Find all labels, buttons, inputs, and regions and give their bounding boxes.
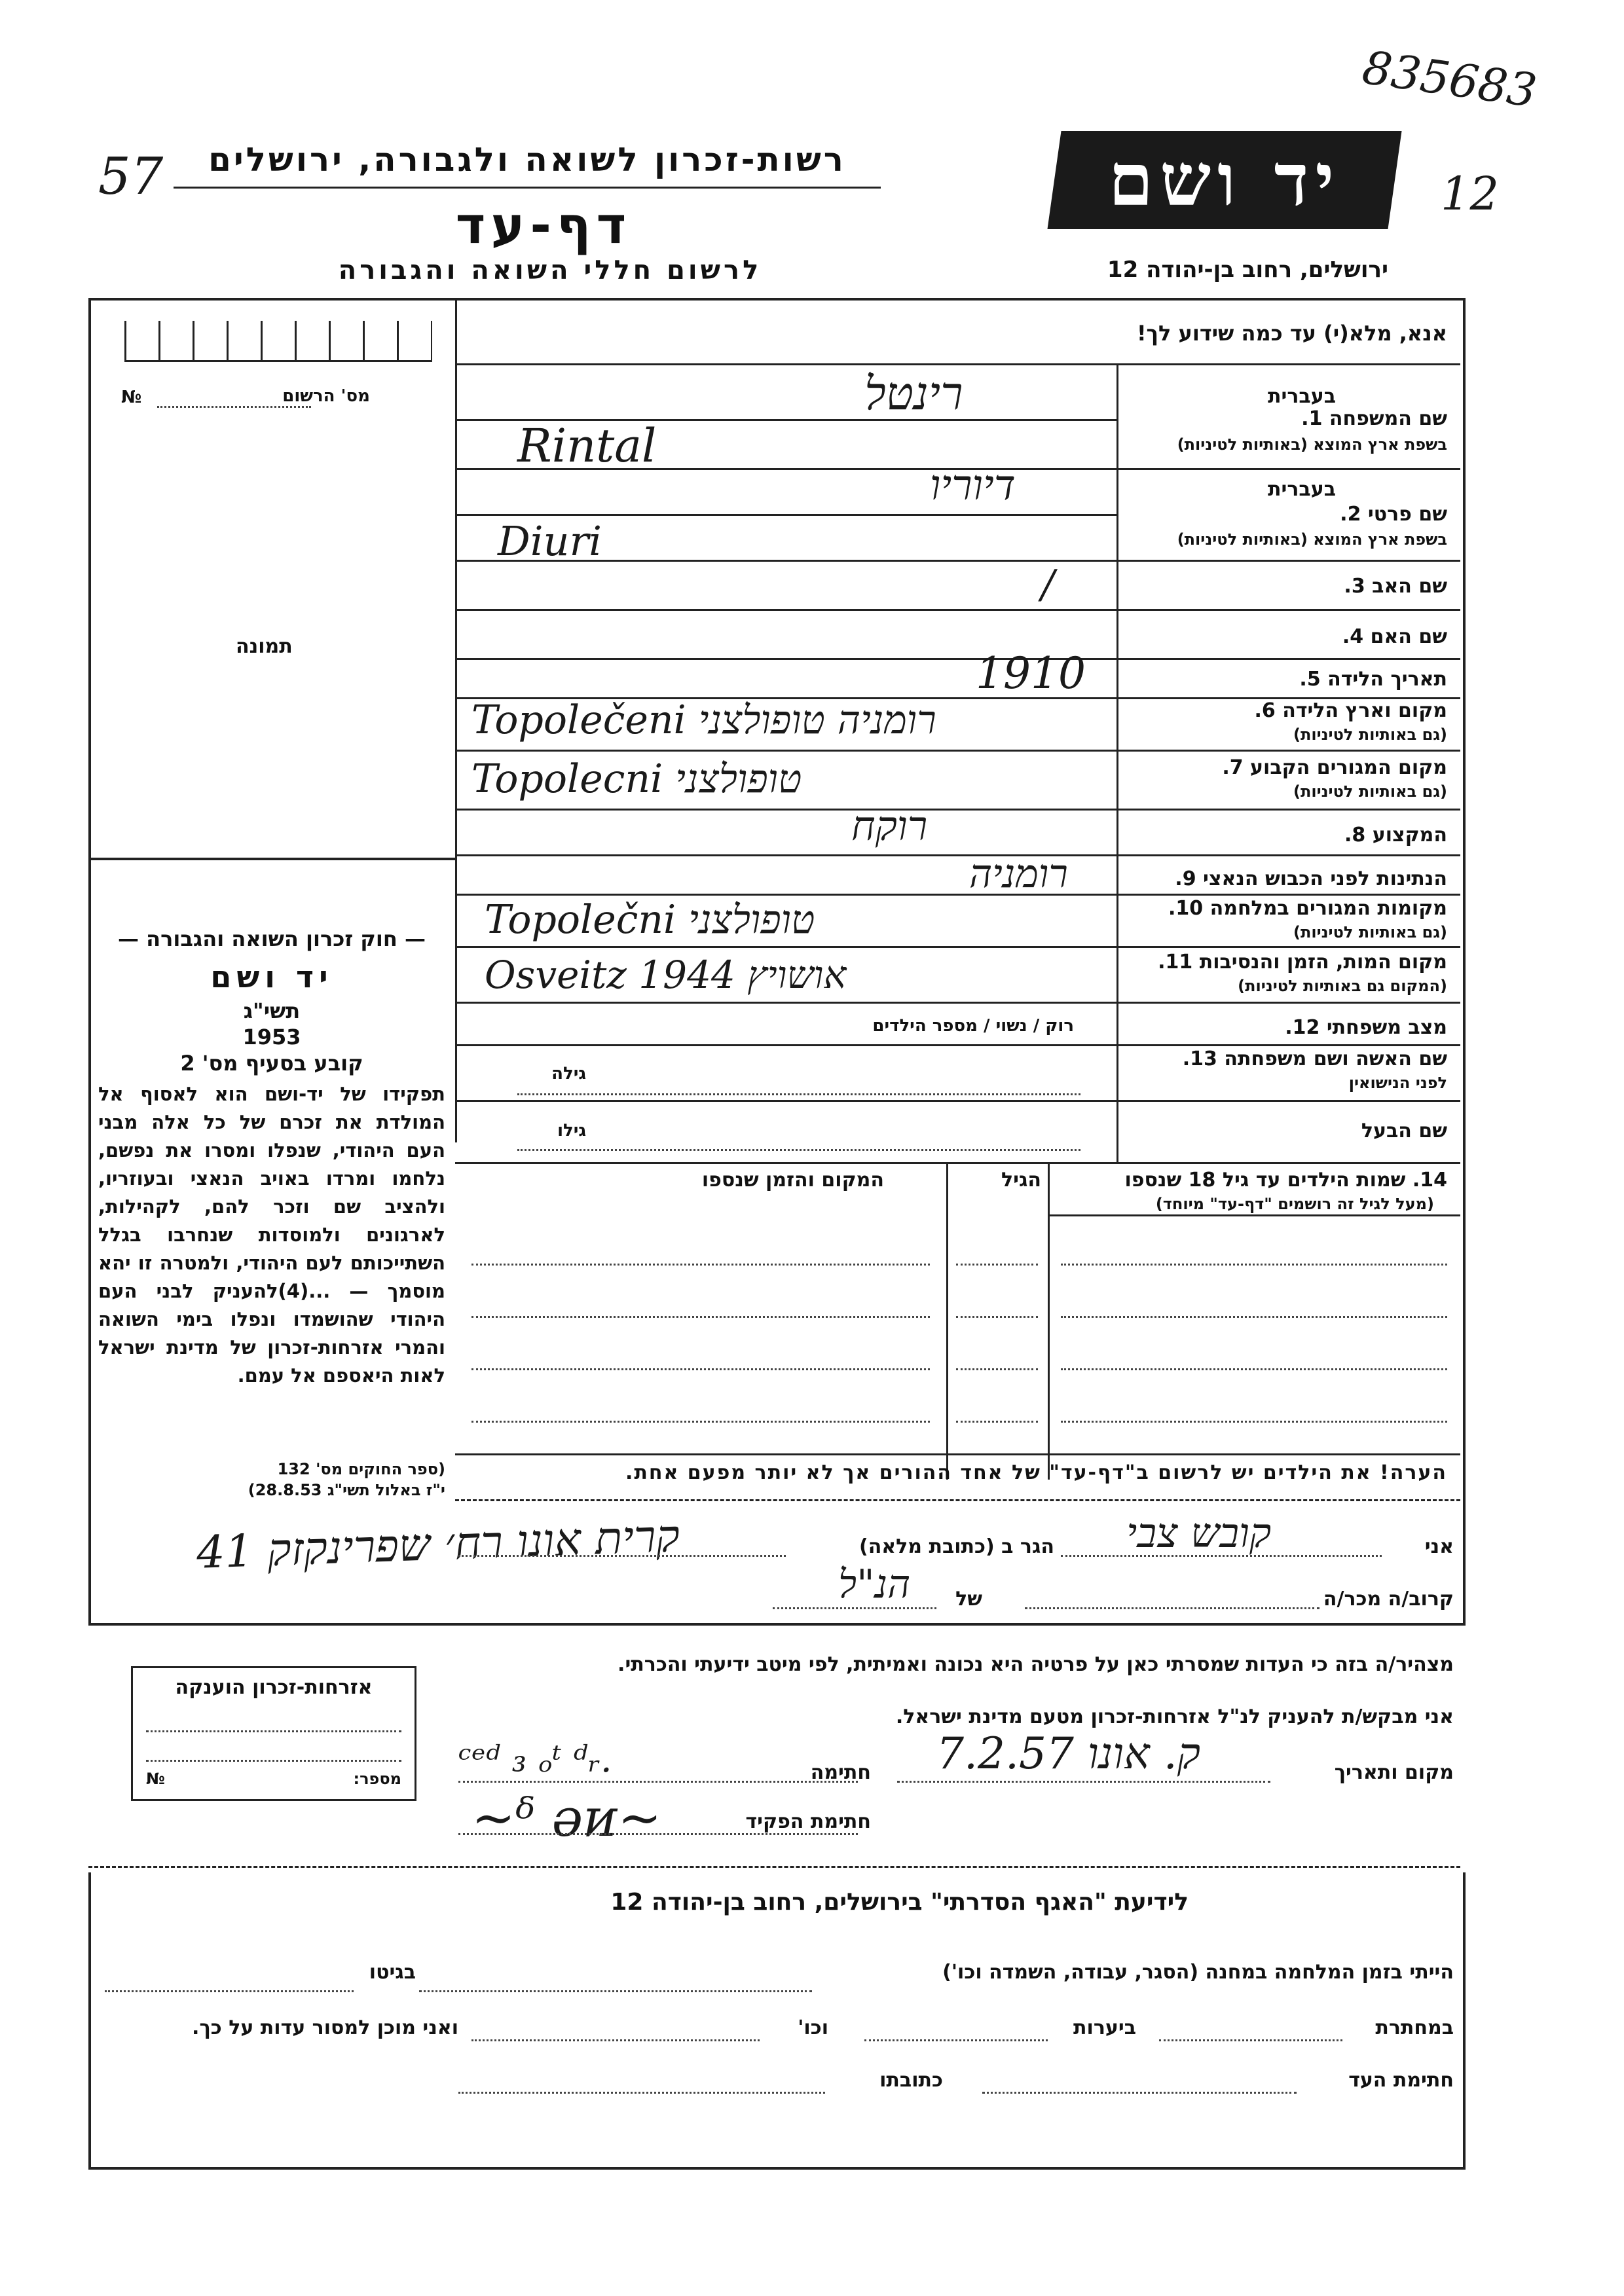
family-name-he: רינטל [864,367,963,420]
form-title: דף-עד [455,196,632,255]
registration-grid [124,321,432,362]
declarant-address: קרית אונו רח׳ שפרינקזק 41 [195,1510,681,1579]
address-line: ירושלים, רחוב בן-יהודה 12 [1107,257,1388,283]
declarant-signature: ᶜᵉᵈ ₃ ₒᵗ ᵈᵣ. [458,1738,612,1781]
field-1-label: שם המשפחה 1. [1301,407,1447,430]
place-date: ק. אונו 7.2.57 [936,1728,1201,1779]
authority-line: רשות-זכרון לשואה ולגבורה, ירושלים [208,141,846,179]
witness-title: לידיעת "האגף הסדרתי" בירושלים, רחוב בן-יהודה 12 [610,1889,1189,1916]
family-name-latin: Rintal [517,419,657,473]
officer-signature: ~ᵟ ǝᴎ~ [471,1787,662,1848]
citizenship-request: אני מבקש/ת להעניק לנ"ל אזרחות-זכרון מטעם מדינת ישראל. [895,1705,1454,1728]
registration-label: מס' הרשום [282,386,370,406]
declaration-statement: מצהיר/ה בזה כי העדות שמסרתי כאן על פרטיה היא נכונה ואמיתית, לפי מיטב ידיעתי והכרתי. [618,1653,1454,1676]
photo-label: תמונה [236,635,293,658]
instruction: אנא, מלא(י) עד כמה שידוע לך! [1136,321,1447,346]
stamp-number: 57 [98,147,164,206]
page-number: 12 [1441,167,1500,221]
logo-text: יד ושם [1108,137,1341,222]
archive-number: 835683 [1359,40,1540,118]
citizenship-box: אזרחות-זכרון הוענקה מספר: № [131,1666,416,1801]
registration-no-label: № [121,388,142,407]
note: הערה! את הילדים יש לרשום ב"דף-עד" של אחד ההורים אך לא יותר מפעם אחת. [625,1461,1447,1484]
first-name-he: דיוריו [930,462,1016,510]
form-subtitle: לרשום חללי השואה והגבורה [338,255,762,285]
declarant-name: קובש צבי [1126,1509,1272,1557]
first-name-latin: Diuri [498,517,602,565]
